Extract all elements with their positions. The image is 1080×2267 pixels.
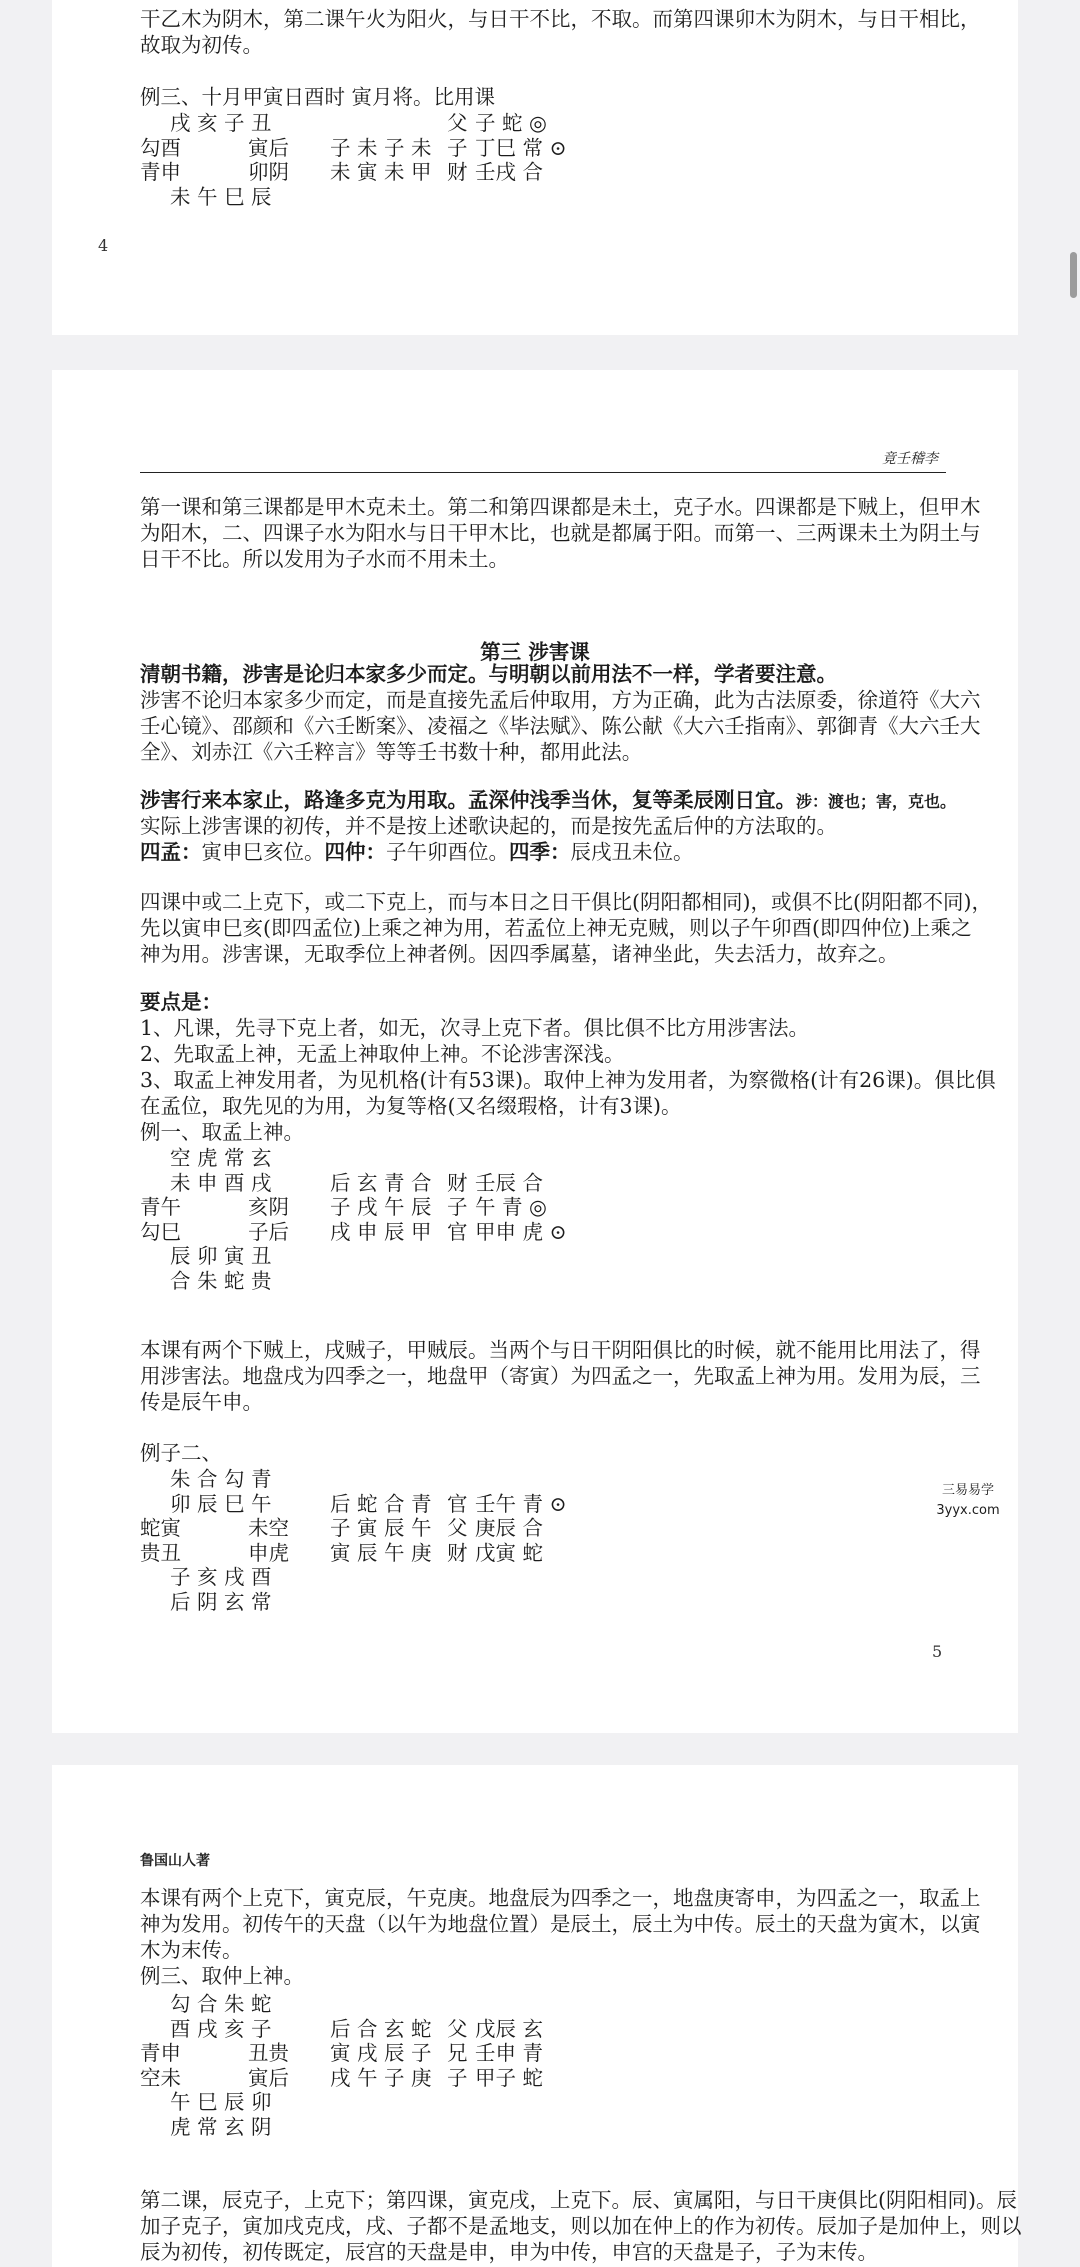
running-header: 竟壬稽李 [882, 451, 938, 467]
chart-cell: 子 亥 戌 酉 [170, 1565, 272, 1589]
chart-cell: 虎 常 玄 阴 [170, 2114, 272, 2139]
chart-cell: 未空 [248, 1516, 289, 1540]
text-line: 为阳木，二、四课子水为阳水与日干甲木比，也就是都属于阳。而第一、三两课未土为阴土与 [140, 521, 981, 545]
chart-cell: 戌 亥 子 丑 [170, 111, 272, 135]
chart-cell: 财 [447, 160, 468, 184]
chart-cell: 空 虎 常 玄 [170, 1146, 272, 1170]
chart-cell: 子 蛇 ◎ [475, 111, 547, 135]
header-rule [140, 472, 946, 473]
chart-cell: 财 [447, 1540, 468, 1565]
chart-cell: 壬戌 合 [475, 160, 544, 184]
text-line: 用涉害法。地盘戌为四季之一，地盘甲（寄寅）为四孟之一，先取孟上神为用。发用为辰，三 [140, 1364, 981, 1388]
text-line: 第一课和第三课都是甲木克未土。第二和第四课都是未土，克子水。四课都是下贼上，但甲木 [140, 495, 981, 519]
chart-cell: 财 [447, 1170, 468, 1195]
book-page-4 [52, 0, 1018, 335]
chart-cell: 朱 合 勾 青 [170, 1467, 272, 1491]
chart-cell: 壬辰 合 [475, 1170, 544, 1195]
example-title: 例三、取仲上神。 [140, 1964, 304, 1988]
chart-cell: 青午 [140, 1195, 181, 1219]
chart-cell: 壬申 青 [475, 2041, 544, 2065]
chart-cell: 酉 戌 亥 子 [170, 2016, 272, 2041]
chart-cell: 庚辰 合 [475, 1516, 544, 1540]
chart-cell: 后 蛇 合 青 [330, 1491, 432, 1516]
chart-cell: 子 [447, 2065, 468, 2090]
chart-cell: 合 朱 蛇 贵 [170, 1268, 272, 1293]
text-line: 涉害不论归本家多少而定，而是直接先孟后仲取用，方为正确，此为古法原委，徐道符《大六 [140, 688, 981, 712]
chart-cell: 父 [447, 111, 468, 135]
text-line: 木为末传。 [140, 1938, 243, 1962]
chart-cell: 丑贵 [248, 2041, 289, 2065]
chart-cell: 卯阴 [248, 160, 289, 184]
chart-cell: 寅后 [248, 135, 289, 160]
chart-cell: 勾 合 朱 蛇 [170, 1992, 272, 2016]
text-line: 四课中或二上克下，或二下克上，而与本日之日干俱比(阴阳都相同)，或俱不比(阴阳都不同)， [140, 890, 992, 914]
chart-cell: 甲申 虎 ⊙ [475, 1219, 567, 1244]
book-page-5 [52, 370, 1018, 1733]
chart-cell: 寅 辰 午 庚 [330, 1540, 432, 1565]
chart-cell: 丁巳 常 ⊙ [475, 135, 567, 160]
example-title: 例三、十月甲寅日酉时 寅月将。比用课 [140, 85, 496, 109]
point-item: 2、先取孟上神，无孟上神取仲上神。不论涉害深浅。 [140, 1042, 625, 1066]
chart-cell: 未 申 酉 戌 [170, 1170, 272, 1195]
chart-cell: 贵丑 [140, 1540, 181, 1565]
chart-cell: 青申 [140, 2041, 181, 2065]
text-line: 神为发用。初传午的天盘（以午为地盘位置）是辰土，辰土为中传。辰土的天盘为寅木，以寅 [140, 1912, 981, 1936]
text-line: 日干不比。所以发用为子水而不用未土。 [140, 547, 509, 571]
verse-line: 涉害行来本家止，路逢多克为用取。孟深仲浅季当休，复等柔辰刚日宜。涉：渡也；害，克也。 [140, 788, 957, 812]
chart-cell: 午 巳 辰 卯 [170, 2090, 272, 2114]
point-item: 在孟位，取先见的为用，为复等格(又名缀瑕格，计有3课)。 [140, 1094, 682, 1118]
site-watermark: 三易易学 3yyx.com [918, 1475, 1018, 1533]
chart-cell: 官 [447, 1491, 468, 1516]
chart-cell: 未 寅 未 甲 [330, 160, 432, 184]
section-title: 第三 涉害课 [480, 640, 590, 664]
chart-cell: 戊寅 蛇 [475, 1540, 544, 1565]
chart-cell: 蛇寅 [140, 1516, 181, 1540]
chart-cell: 戌 午 子 庚 [330, 2065, 432, 2090]
scrollbar-thumb[interactable] [1070, 252, 1077, 298]
chart-cell: 后 合 玄 蛇 [330, 2016, 432, 2041]
text-line: 加子克子，寅加戌克戌，戌、子都不是孟地支，则以加在仲上的作为初传。辰加子是加仲上，则以 [140, 2214, 1022, 2238]
chart-cell: 寅后 [248, 2065, 289, 2090]
chart-cell: 子后 [248, 1219, 289, 1244]
chart-cell: 戌 申 辰 甲 [330, 1219, 432, 1244]
chart-cell: 亥阴 [248, 1195, 289, 1219]
chart-cell: 父 [447, 2016, 468, 2041]
text-line: 神为用。涉害课，无取季位上神者例。因四季属墓，诸神坐此，失去活力，故弃之。 [140, 942, 899, 966]
text-line: 本课有两个下贼上，戌贼子，甲贼辰。当两个与日干阴阳俱比的时候，就不能用比用法了，得 [140, 1338, 981, 1362]
point-item: 1、凡课，先寻下克上者，如无，次寻上克下者。俱比俱不比方用涉害法。 [140, 1016, 810, 1040]
chart-cell: 子 [447, 135, 468, 160]
key-points-title: 要点是： [140, 990, 222, 1014]
text-line: 实际上涉害课的初传，并不是按上述歌诀起的，而是按先孟后仲的方法取的。 [140, 814, 837, 838]
chart-cell: 父 [447, 1516, 468, 1540]
chart-cell: 青申 [140, 160, 181, 184]
page-number: 5 [932, 1642, 943, 1661]
text-line: 故取为初传。 [140, 33, 263, 57]
book-page-6 [52, 1765, 1022, 2267]
chart-cell: 寅 戌 辰 子 [330, 2041, 432, 2065]
chart-cell: 后 阴 玄 常 [170, 1589, 272, 1614]
chart-cell: 未 午 巳 辰 [170, 184, 272, 209]
running-header: 鲁国山人著 [140, 1853, 210, 1869]
chart-cell: 兄 [447, 2041, 468, 2065]
bold-note: 清朝书籍，涉害是论归本家多少而定。与明朝以前用法不一样，学者要注意。 [140, 662, 837, 686]
page-number: 4 [98, 236, 109, 255]
chart-cell: 辰 卯 寅 丑 [170, 1244, 272, 1268]
text-line: 全》、刘赤江《六壬粹言》等等壬书数十种，都用此法。 [140, 740, 643, 764]
chart-cell: 午 青 ◎ [475, 1195, 547, 1219]
text-line: 第二课，辰克子，上克下；第四课，寅克戌，上克下。辰、寅属阳，与日干庚俱比(阴阳相同)。辰 [140, 2188, 1017, 2212]
chart-cell: 后 玄 青 合 [330, 1170, 432, 1195]
text-line: 传是辰午申。 [140, 1390, 263, 1414]
example-title: 例一、取孟上神。 [140, 1120, 304, 1144]
position-line: 四孟：寅申巳亥位。四仲：子午卯酉位。四季：辰戌丑未位。 [140, 840, 694, 864]
chart-cell: 卯 辰 巳 午 [170, 1491, 272, 1516]
chart-cell: 空未 [140, 2065, 181, 2090]
chart-cell: 子 未 子 未 [330, 135, 432, 160]
text-line: 干乙木为阴木，第二课午火为阳火，与日干不比，不取。而第四课卯木为阴木，与日干相比， [140, 7, 981, 31]
chart-cell: 勾巳 [140, 1219, 181, 1244]
text-line: 先以寅申巳亥(即四孟位)上乘之神为用，若孟位上神无克贼，则以子午卯酉(即四仲位)上乘之 [140, 916, 972, 940]
chart-cell: 申虎 [248, 1540, 289, 1565]
chart-cell: 甲子 蛇 [475, 2065, 544, 2090]
point-item: 3、取孟上神发用者，为见机格(计有53课)。取仲上神为发用者，为察微格(计有26课)。俱比俱 [140, 1068, 996, 1092]
text-line: 辰为初传，初传既定，辰宫的天盘是申，申为中传，申宫的天盘是子，子为末传。 [140, 2240, 878, 2264]
text-line: 壬心镜》、邵颜和《六壬断案》、凌福之《毕法赋》、陈公献《大六壬指南》、郭御青《大六壬大 [140, 714, 981, 738]
chart-cell: 勾酉 [140, 135, 181, 160]
chart-cell: 官 [447, 1219, 468, 1244]
chart-cell: 子 寅 辰 午 [330, 1516, 432, 1540]
chart-cell: 壬午 青 ⊙ [475, 1491, 567, 1516]
chart-cell: 子 戌 午 辰 [330, 1195, 432, 1219]
text-line: 本课有两个上克下，寅克辰，午克庚。地盘辰为四季之一，地盘庚寄申，为四孟之一，取孟上 [140, 1886, 981, 1910]
chart-cell: 子 [447, 1195, 468, 1219]
chart-cell: 戊辰 玄 [475, 2016, 544, 2041]
example-title: 例子二、 [140, 1441, 222, 1465]
